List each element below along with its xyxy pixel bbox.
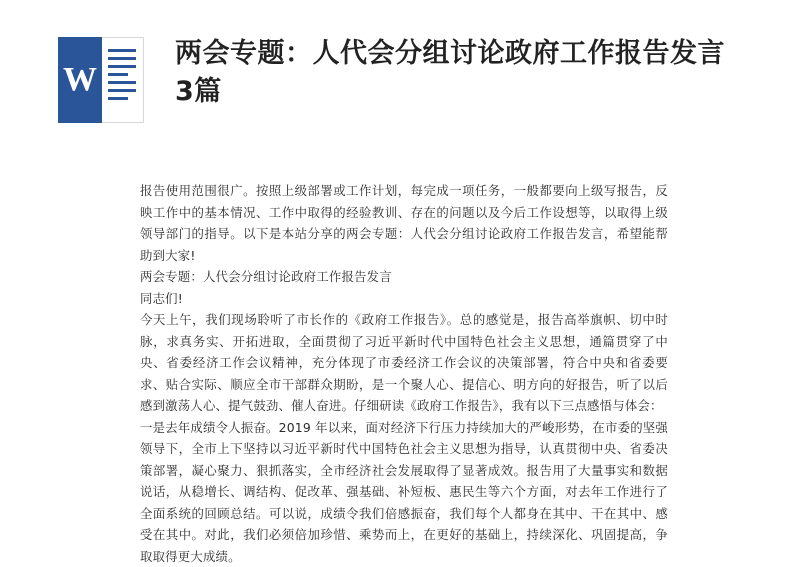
paragraph: 两会专题：人代会分组讨论政府工作报告发言 (140, 266, 668, 288)
document-text-area (140, 180, 668, 567)
word-document-icon (58, 37, 144, 123)
icon-letter-w: W (58, 37, 102, 123)
paragraph: 一是去年成绩令人振奋。2019 年以来，面对经济下行压力持续加大的严峻形势，在市委的坚强领导下，全市上下坚持以习近平新时代中国特色社会主义思想为指导，认真贯彻中央、省委决策部署，凝心聚力、狠抓落实，全市经济社会发展取得了显著成效。报告用了大量事实和数据说话，从稳增长、调结构、促改革、强基础、补短板、惠民生等六个方面，对去年工作进行了全面系统的回顾总结。可以说，成绩令我们倍感振奋，我们每个人都身在其中、干在其中、感受在其中。对此，我们必须倍加珍惜、乘势而上，在更好的基础上，持续深化、巩固提高，争取取得更大成绩。 (140, 417, 668, 567)
paragraph: 同志们! (140, 288, 668, 310)
page-title: 两会专题：人代会分组讨论政府工作报告发言3篇 (175, 35, 735, 111)
icon-text-lines (108, 49, 136, 111)
document-body (110, 150, 690, 526)
paragraph: 今天上午，我们现场聆听了市长作的《政府工作报告》。总的感觉是，报告高举旗帜、切中时脉，求真务实、开拓进取，全面贯彻了习近平新时代中国特色社会主义思想，通篇贯穿了中央、省委经济工作会议精神，充分体现了市委经济工作会议的决策部署，符合中央和省委要求、贴合实际、顺应全市干部群众期盼，是一个聚人心、提信心、明方向的好报告，听了以后感到激荡人心、提气鼓劲、催人奋进。仔细研读《政府工作报告》，我有以下三点感悟与体会： (140, 309, 668, 417)
document-header (0, 0, 800, 150)
paragraph: 报告使用范围很广。按照上级部署或工作计划，每完成一项任务，一般都要向上级写报告，反映工作中的基本情况、工作中取得的经验教训、存在的问题以及今后工作设想等，以取得上级领导部门的指导。以下是本站分享的两会专题：人代会分组讨论政府工作报告发言，希望能帮助到大家! (140, 180, 668, 266)
